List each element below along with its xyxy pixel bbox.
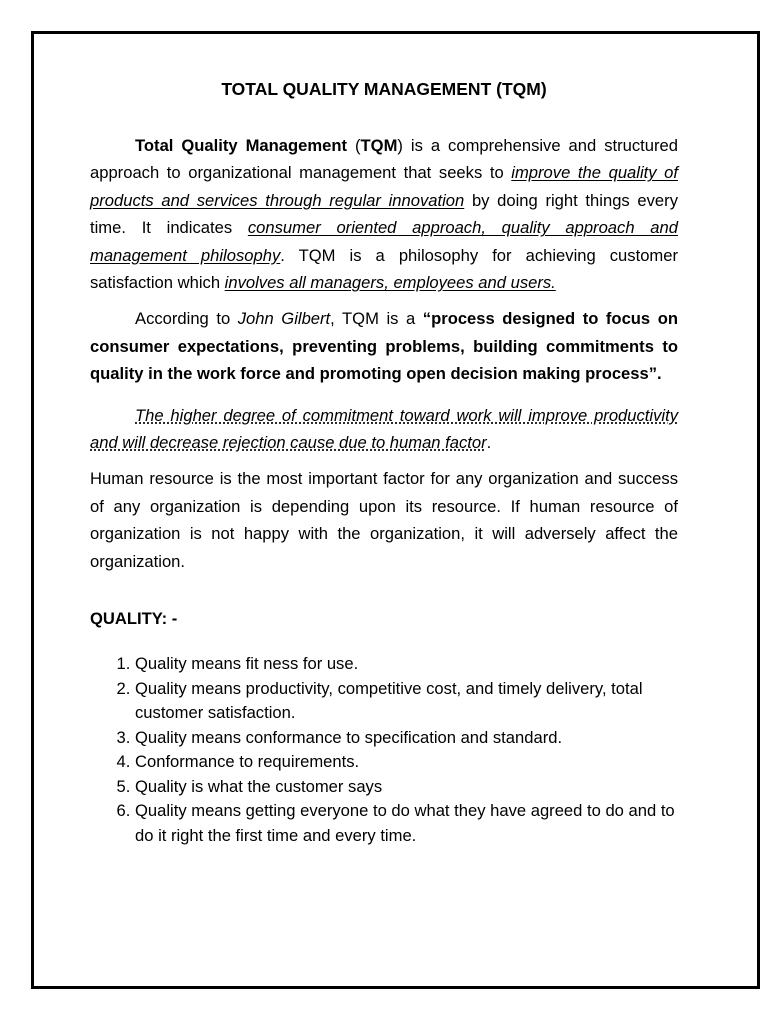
- dotted-underlined-sentence: The higher degree of commitment toward work will improve productivity and will decrease rejection cause due to human factor: [90, 405, 678, 453]
- text-segment: by doing right things every time. It indicates: [90, 190, 678, 238]
- person-name: John Gilbert: [237, 309, 331, 329]
- text-segment: (: [347, 136, 361, 155]
- underlined-phrase: involves all managers, employees and users.: [224, 273, 556, 293]
- document-title: TOTAL QUALITY MANAGEMENT (TQM): [221, 79, 547, 99]
- underlined-phrase: consumer oriented approach, quality approach and management philosophy: [90, 218, 678, 265]
- text-segment: .: [486, 433, 492, 453]
- paragraph-gilbert: [90, 305, 678, 387]
- gilbert-quote: “process designed to focus on consumer expectations, preventing problems, building commitments to quality in the work force and promoting open decision making process”.: [90, 309, 678, 384]
- list-item: 2. Quality means productivity, competitive cost, and timely delivery, total customer satisfaction.: [135, 677, 678, 726]
- list-item: 1. Quality means fit ness for use.: [135, 652, 678, 677]
- paragraph-definition: [90, 132, 678, 296]
- quality-heading: QUALITY: -: [90, 609, 178, 629]
- list-item: 3. Quality means conformance to specification and standard.: [135, 726, 678, 751]
- document-body: [90, 78, 678, 848]
- text-segment: According to: [135, 309, 238, 329]
- text-segment: ) is a comprehensive and structured approach to organizational management that seeks to: [90, 136, 678, 183]
- list-item: 5. Quality is what the customer says: [135, 775, 678, 800]
- list-item: 6. Quality means getting everyone to do what they have agreed to do and to do it right the first time and every time.: [135, 799, 678, 848]
- list-item: 4. Conformance to requirements.: [135, 750, 678, 775]
- paragraph-commitment: [90, 402, 678, 457]
- text-segment: . TQM is a philosophy for achieving customer satisfaction which: [90, 245, 678, 293]
- underlined-phrase: improve the quality of products and services through regular innovation: [90, 163, 678, 210]
- term-tqm: Total Quality Management: [135, 136, 348, 155]
- quality-list: [90, 652, 678, 848]
- paragraph-human-resource: Human resource is the most important factor for any organization and success of any organization is depending upon its resource. If human resource of organization is not happy with the organization, it will adversely affect the organization.: [90, 469, 678, 571]
- text-segment: , TQM is a: [330, 309, 423, 329]
- abbr-tqm: TQM: [360, 136, 398, 155]
